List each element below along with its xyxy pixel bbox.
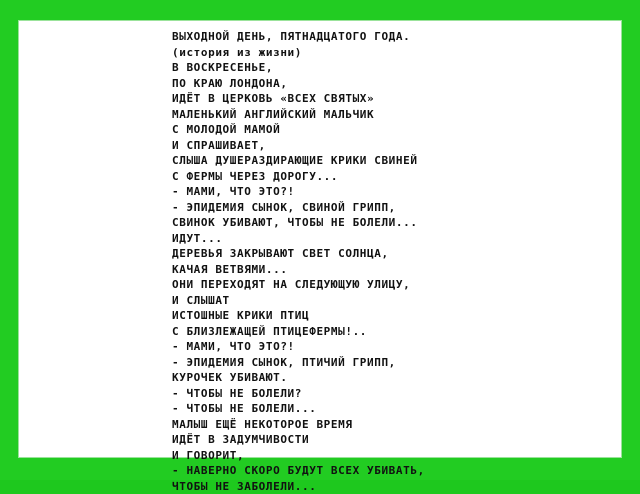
poem-line: КАЧАЯ ВЕТВЯМИ...: [172, 262, 592, 278]
poem-title: ВЫХОДНОЙ ДЕНЬ, ПЯТНАДЦАТОГО ГОДА.: [172, 29, 592, 45]
poem-line: МАЛЫШ ЕЩЁ НЕКОТОРОЕ ВРЕМЯ: [172, 417, 592, 433]
poem-line: ИСТОШНЫЕ КРИКИ ПТИЦ: [172, 308, 592, 324]
poem-line: С ФЕРМЫ ЧЕРЕЗ ДОРОГУ...: [172, 169, 592, 185]
poem-line: В ВОСКРЕСЕНЬЕ,: [172, 60, 592, 76]
poem-line: С БЛИЗЛЕЖАЩЕЙ ПТИЦЕФЕРМЫ!..: [172, 324, 592, 340]
poem-line: СВИНОК УБИВАЮТ, ЧТОБЫ НЕ БОЛЕЛИ...: [172, 215, 592, 231]
poem-line: ИДУТ...: [172, 231, 592, 247]
poem-text: [172, 29, 592, 494]
poem-line: - ЭПИДЕМИЯ СЫНОК, ПТИЧИЙ ГРИПП,: [172, 355, 592, 371]
poem-line: - НАВЕРНО СКОРО БУДУТ ВСЕХ УБИВАТЬ,: [172, 463, 592, 479]
poem-line: МАЛЕНЬКИЙ АНГЛИЙСКИЙ МАЛЬЧИК: [172, 107, 592, 123]
poem-line: ПО КРАЮ ЛОНДОНА,: [172, 76, 592, 92]
poem-line: И СЛЫШАТ: [172, 293, 592, 309]
poem-line: СЛЫША ДУШЕРАЗДИРАЮЩИЕ КРИКИ СВИНЕЙ: [172, 153, 592, 169]
poem-line: ИДЁТ В ЗАДУМЧИВОСТИ: [172, 432, 592, 448]
poem-line: - МАМИ, ЧТО ЭТО?!: [172, 184, 592, 200]
poem-line: ЧТОБЫ НЕ ЗАБОЛЕЛИ...: [172, 479, 592, 494]
poem-subtitle: (история из жизни): [172, 45, 592, 61]
poem-line: ИДЁТ В ЦЕРКОВЬ «ВСЕХ СВЯТЫХ»: [172, 91, 592, 107]
poem-line: И СПРАШИВАЕТ,: [172, 138, 592, 154]
poem-line: ДЕРЕВЬЯ ЗАКРЫВАЮТ СВЕТ СОЛНЦА,: [172, 246, 592, 262]
poem-line: ОНИ ПЕРЕХОДЯТ НА СЛЕДУЮЩУЮ УЛИЦУ,: [172, 277, 592, 293]
poem-line: И ГОВОРИТ,: [172, 448, 592, 464]
poem-line: - МАМИ, ЧТО ЭТО?!: [172, 339, 592, 355]
poem-line: - ЧТОБЫ НЕ БОЛЕЛИ?: [172, 386, 592, 402]
poem-line: - ЧТОБЫ НЕ БОЛЕЛИ...: [172, 401, 592, 417]
poem-line: КУРОЧЕК УБИВАЮТ.: [172, 370, 592, 386]
poem-line: С МОЛОДОЙ МАМОЙ: [172, 122, 592, 138]
poem-line: - ЭПИДЕМИЯ СЫНОК, СВИНОЙ ГРИПП,: [172, 200, 592, 216]
